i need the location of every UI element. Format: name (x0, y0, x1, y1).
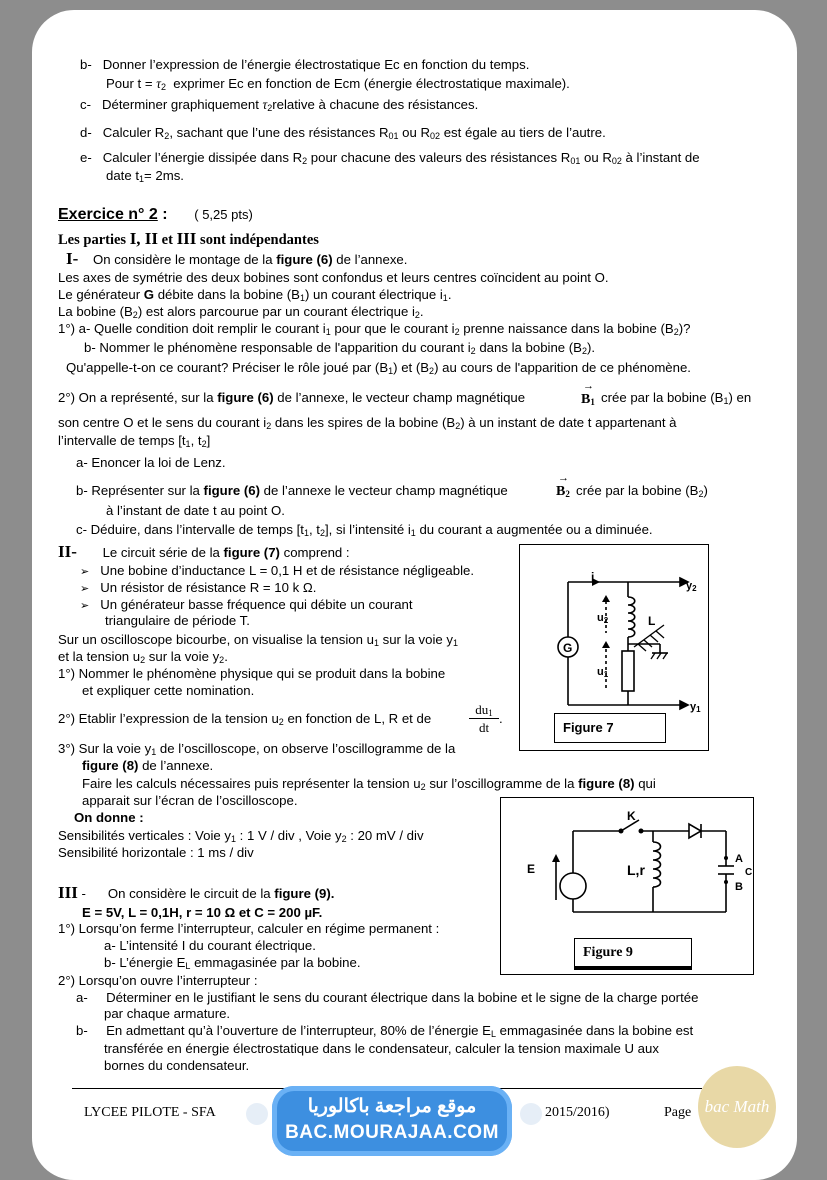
part3-values: E = 5V, L = 0,1H, r = 10 Ω et C = 200 µF. (82, 905, 323, 920)
part2-q3-line4: apparait sur l’écran de l’oscilloscope. (82, 793, 298, 808)
part1-q2b-end: crée par la bobine $(B_2)$ (576, 483, 708, 499)
watermark-badge[interactable] (272, 1086, 512, 1156)
fig7-generator-label: G (563, 641, 573, 655)
fig9-emf-label: E (527, 862, 536, 876)
part3-intro: III - On considère le circuit de la figure (9). (58, 883, 335, 902)
part1-q2-line3: l’intervalle de temps [$t_1$, $t_2$] (58, 433, 211, 449)
exercise-title: Exercice n° 2 : ( 5,25 pts) (58, 206, 253, 223)
part2-q3-line2: figure (8) de l’annexe. (82, 758, 214, 773)
part1-q2: 2°) On a représenté, sur la figure (6) de l’annexe, le vecteur champ magnétique (58, 390, 526, 405)
footer-page: Page (664, 1105, 692, 1120)
school-logo-left (246, 1103, 268, 1125)
item-d: d- Calculer $R_2$, sachant que l’une des résistances $R_{01}$ ou $R_{02}$ est égale au tiers de l’autre. (80, 125, 606, 141)
watermark-arabic: موقع مراجعة باكالوريا (307, 1096, 477, 1117)
part2-li2: ➢ Un résistor de résistance R = 10 k Ω. (80, 580, 317, 595)
fig7-current-label: i (591, 570, 595, 584)
bacmath-logo: bac Math (698, 1066, 776, 1148)
fig7-u2-label: u2 (597, 612, 609, 625)
figure-7-caption: Figure 7 (554, 713, 666, 743)
watermark-domain: BAC.MOURAJAA.COM (285, 1122, 499, 1143)
part1-line3: Le générateur G débite dans la bobine $(B_1)$ un courant électrique $i_1$. (58, 287, 452, 303)
fig7-y1-label: y1 (690, 701, 701, 714)
horizontal-sensitivity: Sensibilité horizontale : 1 ms / div (58, 845, 254, 860)
fig9-capacitor-label: C (745, 867, 753, 878)
figure-9-caption: Figure 9 (574, 938, 692, 970)
part2-q2: 2°) Etablir l’expression de la tension $u_2$ en fonction de L, R et de (58, 711, 432, 727)
item-b-line2: Pour $t = \tau_2$ exprimer Ec en fonction de Ecm (énergie électrostatique maximale). (106, 76, 570, 92)
part3-q1a: a- L’intensité I du courant électrique. (104, 938, 316, 953)
part3-q2b: b- En admettant qu’à l’ouverture de l’interrupteur, 80% de l’énergie $E_L$ emmagasinée dans la bobine est (76, 1023, 694, 1039)
given-title: On donne : (74, 810, 144, 825)
parts-independent: Les parties I, II et III sont indépendantes (58, 229, 319, 248)
part1-q2b: b- Représenter sur la figure (6) de l’annexe le vecteur champ magnétique (76, 483, 508, 498)
part1-q2b-line2: à l’instant de date t au point O. (106, 503, 285, 518)
fig9-plate-a-label: A (735, 853, 743, 865)
part1-q1c: Qu'appelle-t-on ce courant? Préciser le rôle joué par $(B_1)$ et $(B_2)$ au cours de l'apparition de ce phénomène. (66, 360, 691, 376)
part2-q3: 3°) Sur la voie $y_1$ de l’oscilloscope, on observe l’oscillogramme de la (58, 741, 456, 757)
part3-q2: 2°) Lorsqu’on ouvre l’interrupteur : (58, 973, 258, 988)
figure-7 (519, 544, 709, 751)
part2-q3-line3: Faire les calculs nécessaires puis représenter la tension $u_2$ sur l’oscillogramme de la figure (8) qui (82, 776, 656, 792)
part3-q2b-line3: bornes du condensateur. (104, 1058, 250, 1073)
footer-school: LYCEE PILOTE - SFA (84, 1105, 216, 1120)
part3-q2b-line2: transférée en énergie électrostatique dans le condensateur, calculer la tension maximale U aux (104, 1041, 659, 1056)
fig7-y2-label: y2 (686, 580, 697, 593)
part2-q1: 1°) Nommer le phénomène physique qui se produit dans la bobine (58, 666, 446, 681)
part1-line4: La bobine $(B_2)$ est alors parcourue par un courant électrique $i_2$. (58, 304, 424, 320)
fig9-coil-label: L,r (627, 862, 645, 878)
part2-li3: ➢ Un générateur basse fréquence qui débite un courant (80, 597, 413, 612)
item-e: e- Calculer l’énergie dissipée dans $R_2$ pour chacune des valeurs des résistances $R_{01}$ ou $R_{02}$ à l’instant de (80, 150, 700, 166)
vertical-sensitivities: Sensibilités verticales : Voie $y_1$ : 1 V / div , Voie $y_2$ : 20 mV / div (58, 828, 424, 844)
footer-year: 2015/2016) (545, 1105, 610, 1120)
part2-q2-dot: . (499, 711, 503, 726)
school-logo-right (520, 1103, 542, 1125)
part3-q2a-line2: par chaque armature. (104, 1006, 231, 1021)
fig9-plate-b-label: B (735, 881, 743, 893)
item-b: b- Donner l’expression de l’énergie électrostatique Ec en fonction du temps. (80, 57, 530, 72)
part1-line2: Les axes de symétrie des deux bobines sont confondus et leurs centres coïncident au point O. (58, 270, 609, 285)
part3-q1: 1°) Lorsqu’on ferme l’interrupteur, calculer en régime permanent : (58, 921, 440, 936)
fig7-inductor-label: L (648, 614, 656, 628)
vector-B2: → $B_2$ (556, 472, 570, 499)
part1-intro: I- On considère le montage de la figure (6) de l’annexe. (66, 249, 408, 268)
part2-osc2: et la tension $u_2$ sur la voie $y_2$. (58, 649, 228, 665)
part1-q1a: 1°) a- Quelle condition doit remplir le courant $i_1$ pour que le courant $i_2$ prenne naissance dans la bobine $(B_2)$? (58, 321, 691, 337)
part2-intro: II- Le circuit série de la figure (7) comprend : (58, 542, 350, 561)
part1-q1b: b- Nommer le phénomène responsable de l'apparition du courant $i_2$ dans la bobine $(B_2)$. (84, 340, 596, 356)
item-c: c- Déterminer graphiquement $\tau_2relative$ à chacune des résistances. (80, 97, 479, 113)
fig9-switch-label: K (627, 809, 636, 823)
item-e-line2: date $t_1= 2ms$. (106, 168, 184, 184)
part2-li3-line2: triangulaire de période T. (105, 613, 250, 628)
part3-q1b: b- L’énergie $E_L$ emmagasinée par la bobine. (104, 955, 361, 971)
fraction-du1-dt: $\frac{du_1}{dt}$ (469, 701, 499, 736)
part2-osc: Sur un oscilloscope bicourbe, on visualise la tension $u_1$ sur la voie $y_1$ (58, 632, 459, 648)
figure-9 (500, 797, 754, 975)
part2-q1-line2: et expliquer cette nomination. (82, 683, 255, 698)
part1-q2a: a- Enoncer la loi de Lenz. (76, 455, 226, 470)
fig7-u1-label: u1 (597, 666, 609, 679)
part1-q2c: c- Déduire, dans l’intervalle de temps [$t_1$, $t_2$], si l’intensité $i_1$ du courant a augmentée ou a diminuée. (76, 522, 653, 538)
part1-q2-end: crée par la bobine $(B_1)$ en (601, 390, 752, 406)
part2-li1: ➢ Une bobine d’inductance L = 0,1 H et de résistance négligeable. (80, 563, 475, 578)
part1-q2-line2: son centre O et le sens du courant $i_2$ dans les spires de la bobine $(B_2)$ à un instant de date t appartenant à (58, 415, 677, 431)
vector-B1: → $B_1$ (581, 380, 595, 407)
part3-q2a: a- Déterminer en le justifiant le sens du courant électrique dans la bobine et le signe de la charge portée (76, 990, 699, 1005)
